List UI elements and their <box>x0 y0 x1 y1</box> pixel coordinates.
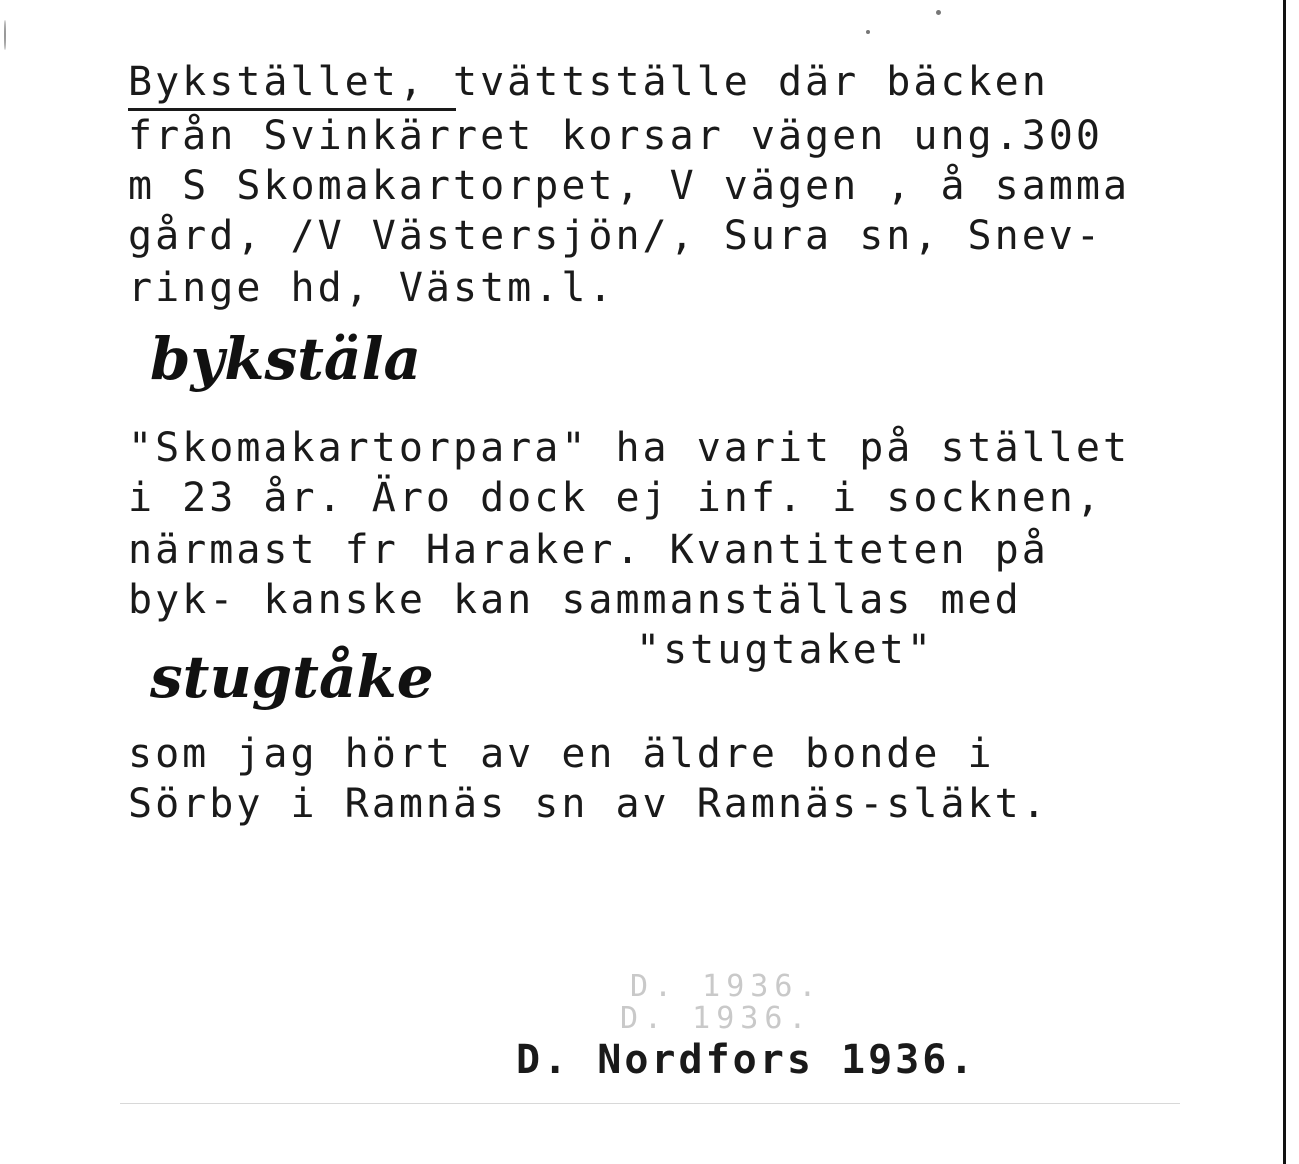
text-line: i 23 år. Äro dock ej inf. i socknen, <box>128 475 1103 521</box>
text-line: ringe hd, Västm.l. <box>128 265 616 311</box>
card-right-edge <box>1283 0 1286 1164</box>
handwritten-dialect-form: bykstäla <box>150 325 422 393</box>
headword-underline <box>128 108 456 111</box>
text-line: m S Skomakartorpet, V vägen , å samma <box>128 163 1131 209</box>
quoted-word: "stugtaket" <box>636 627 934 673</box>
text-line: Sörby i Ramnäs sn av Ramnäs-släkt. <box>128 781 1049 827</box>
text-line: som jag hört av en äldre bonde i <box>128 731 995 777</box>
signature: D. Nordfors 1936. <box>516 1037 977 1083</box>
faded-stamp-line: D. 1936. <box>630 969 823 1004</box>
speck <box>866 30 870 34</box>
text-line: byk- kanske kan sammanställas med <box>128 577 1022 623</box>
card-bottom-edge <box>120 1103 1180 1104</box>
text-line: Bykstället, tvättställe där bäcken <box>128 59 1049 105</box>
text-line: gård, /V Västersjön/, Sura sn, Snev- <box>128 213 1103 259</box>
faded-stamp-line: D. 1936. <box>620 1001 813 1036</box>
text-line: från Svinkärret korsar vägen ung.300 <box>128 113 1103 159</box>
speck <box>936 10 941 15</box>
edge-mark <box>4 20 6 50</box>
handwritten-dialect-form: stugtåke <box>150 643 434 711</box>
text-line: närmast fr Haraker. Kvantiteten på <box>128 527 1049 573</box>
text-line: "Skomakartorpara" ha varit på stället <box>128 425 1131 471</box>
